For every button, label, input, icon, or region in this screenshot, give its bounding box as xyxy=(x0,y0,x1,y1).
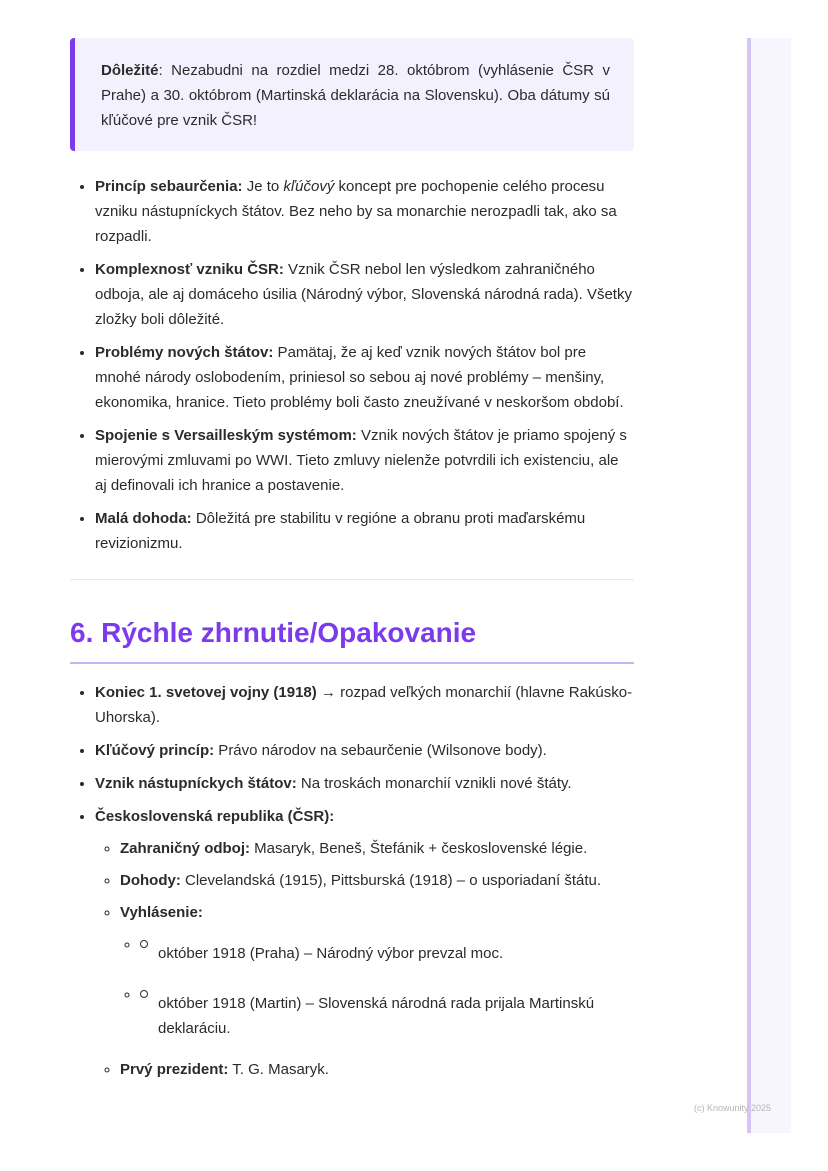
callout-label: Dôležité xyxy=(101,62,159,79)
item-text: Vznik ČSR nebol len výsledkom zahraničného odboja, ale aj domáceho úsilia (Národný výbor, Slovenská národná rada). Všetky zložky boli dôležité. xyxy=(95,261,632,328)
list-item xyxy=(95,804,634,1082)
list-item xyxy=(140,982,634,1041)
item-title: Problémy nových štátov: xyxy=(95,344,274,361)
list-item xyxy=(95,423,634,498)
item-text: → rozpad veľkých monarchií (hlavne Rakúsko-Uhorska). xyxy=(95,684,633,726)
item-title: Koniec 1. svetovej vojny (1918) xyxy=(95,684,317,701)
list-item xyxy=(120,836,634,861)
list-item xyxy=(140,932,634,966)
list-item xyxy=(95,340,634,415)
item-title: Princíp sebaurčenia: xyxy=(95,178,243,195)
circle-bullet-icon xyxy=(140,990,148,998)
item-emphasis: kľúčový xyxy=(283,178,335,195)
item-text: Pamätaj, že aj keď vznik nových štátov bol pre mnohé národy oslobodením, priniesol so sebou aj nové problémy – menšiny, ekonomika, hranice. Tieto problémy boli často zneužívané v neskoršom období. xyxy=(95,344,624,411)
side-accent-line xyxy=(747,38,751,1133)
list-item xyxy=(120,900,634,1041)
item-text: Masaryk, Beneš, Štefánik + československé légie. xyxy=(250,840,588,857)
item-title: Československá republika (ČSR): xyxy=(95,808,335,825)
item-text: T. G. Masaryk. xyxy=(228,1061,329,1078)
item-title: Dohody: xyxy=(120,872,181,889)
item-title: Komplexnosť vzniku ČSR: xyxy=(95,261,284,278)
item-title: Vznik nástupníckych štátov: xyxy=(95,775,297,792)
callout-text: : Nezabudni na rozdiel medzi 28. októbrom (vyhlásenie ČSR v Prahe) a 30. októbrom (Martinská deklarácia na Slovensku). Oba dátumy sú kľúčové pre vznik ČSR! xyxy=(101,62,610,129)
item-text: koncept pre pochopenie celého procesu vzniku nástupníckych štátov. Bez neho by sa monarchie nerozpadli tak, ako sa rozpadli. xyxy=(95,178,617,245)
list-item xyxy=(95,174,634,249)
page-content xyxy=(70,38,634,1090)
item-title: Kľúčový princíp: xyxy=(95,742,215,759)
tips-list xyxy=(70,174,634,556)
item-text: Je to xyxy=(242,178,284,195)
item-title: Malá dohoda: xyxy=(95,510,192,527)
circle-bullet-icon xyxy=(140,940,148,948)
csr-sublist xyxy=(95,836,634,1082)
item-text: Dôležitá pre stabilitu v regióne a obranu proti maďarskému revizionizmu. xyxy=(95,510,586,552)
item-text: ◦ október 1918 (Praha) – Národný výbor prevzal moc. xyxy=(158,945,504,962)
item-title: Spojenie s Versailleským systémom: xyxy=(95,427,357,444)
item-text: Na troskách monarchií vznikli nové štáty. xyxy=(296,775,572,792)
list-item xyxy=(95,506,634,556)
list-item xyxy=(120,1057,634,1082)
copyright-footer: (c) Knowunity 2025 xyxy=(694,1103,772,1113)
item-text: Vznik nových štátov je priamo spojený s mierovými zmluvami po WWI. Tieto zmluvy nielenže potvrdili ich existenciu, ale aj definovali ich hranice a postavenie. xyxy=(95,427,627,494)
section-divider xyxy=(70,579,634,580)
list-item xyxy=(95,738,634,763)
proclamation-sublist xyxy=(120,932,634,1041)
item-text: Právo národov na sebaurčenie (Wilsonove body). xyxy=(214,742,547,759)
item-title: Zahraničný odboj: xyxy=(120,840,251,857)
side-panel xyxy=(747,38,791,1133)
summary-list xyxy=(70,680,634,1082)
item-text: ◦ október 1918 (Martin) – Slovenská národná rada prijala Martinskú deklaráciu. xyxy=(158,995,595,1037)
item-text: Clevelandská (1915), Pittsburská (1918) – o usporiadaní štátu. xyxy=(180,872,602,889)
list-item xyxy=(95,680,634,730)
item-title: Vyhlásenie: xyxy=(120,904,203,921)
list-item xyxy=(95,257,634,332)
item-title: Prvý prezident: xyxy=(120,1061,229,1078)
list-item xyxy=(120,868,634,893)
section-heading: 6. Rýchle zhrnutie/Opakovanie xyxy=(70,616,634,664)
list-item xyxy=(95,771,634,796)
important-callout xyxy=(70,38,634,151)
